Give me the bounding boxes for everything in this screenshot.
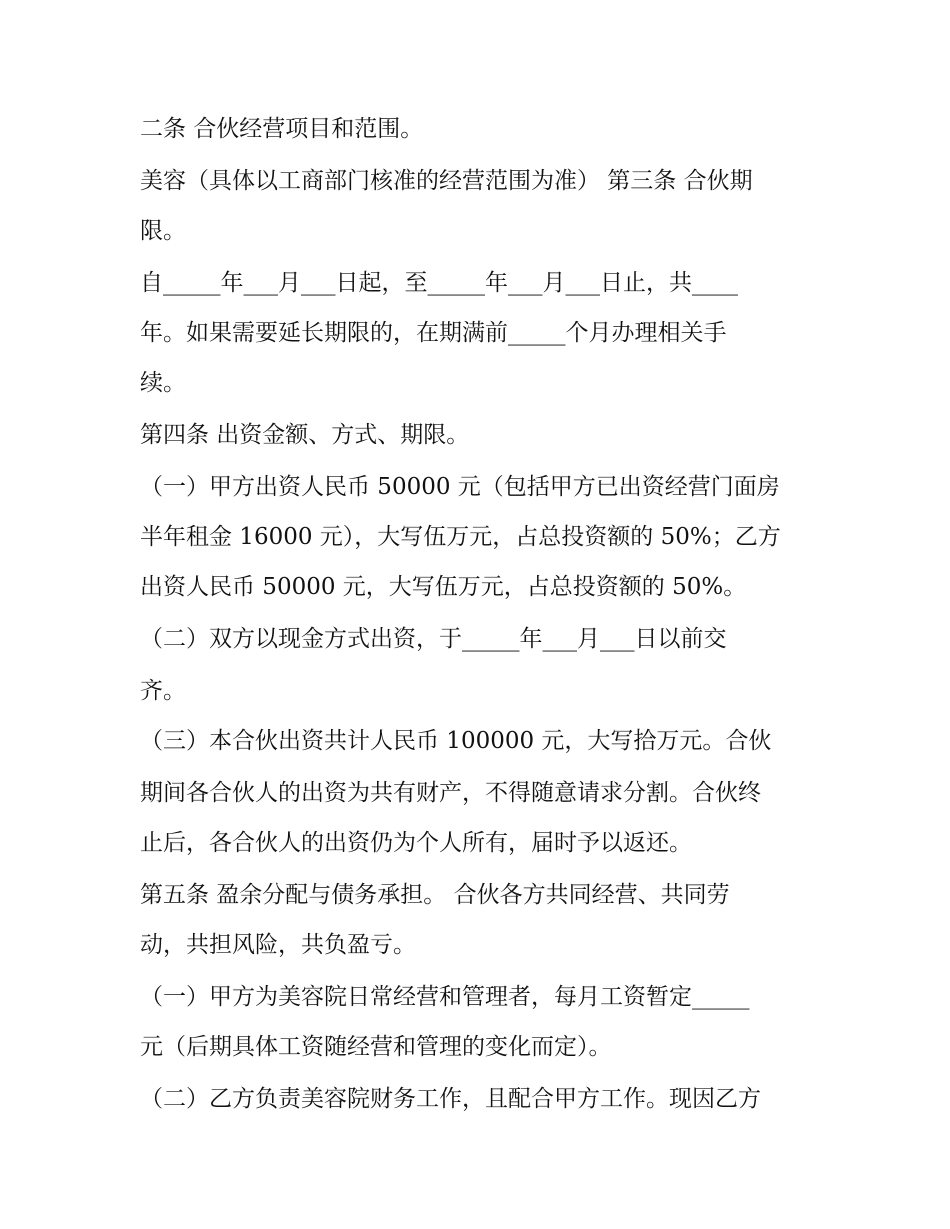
text-line: 续。 [140,370,186,396]
text-line: 第四条 出资金额、方式、期限。 [140,422,470,448]
text-line: 元（后期具体工资随经营和管理的变化而定）。 [140,1034,612,1060]
text-line: 美容（具体以工商部门核准的经营范围为准） 第三条 合伙期 [140,168,753,194]
text-line: 年。如果需要延长期限的，在期满前_____个月办理相关手 [140,320,727,346]
text-line: （一）甲方为美容院日常经营和管理者，每月工资暂定_____ [140,984,750,1010]
text-line: 自_____年___月___日起，至_____年___月___日止，共____ [140,270,738,296]
text-line: 止后，各合伙人的出资仍为个人所有，届时予以返还。 [140,830,692,856]
text-line: （二）乙方负责美容院财务工作，且配合甲方工作。现因乙方 [140,1086,761,1112]
text-line: 齐。 [140,678,186,704]
text-line: 二条 合伙经营项目和范围。 [140,116,424,142]
text-line: 第五条 盈余分配与债务承担。 合伙各方共同经营、共同劳 [140,882,730,908]
text-line: （二）双方以现金方式出资，于_____年___月___日以前交 [140,626,727,652]
text-line: （三）本合伙出资共计人民币 100000 元，大写拾万元。合伙 [140,728,772,754]
text-line: （一）甲方出资人民币 50000 元（包括甲方已出资经营门面房 [140,474,780,500]
text-line: 半年租金 16000 元），大写伍万元，占总投资额的 50%；乙方 [140,524,781,550]
text-line: 动，共担风险，共负盈亏。 [140,932,416,958]
text-line: 限。 [140,218,186,244]
text-line: 期间各合伙人的出资为共有财产，不得随意请求分割。合伙终 [140,780,761,806]
text-line: 出资人民币 50000 元，大写伍万元，占总投资额的 50%。 [140,574,747,600]
